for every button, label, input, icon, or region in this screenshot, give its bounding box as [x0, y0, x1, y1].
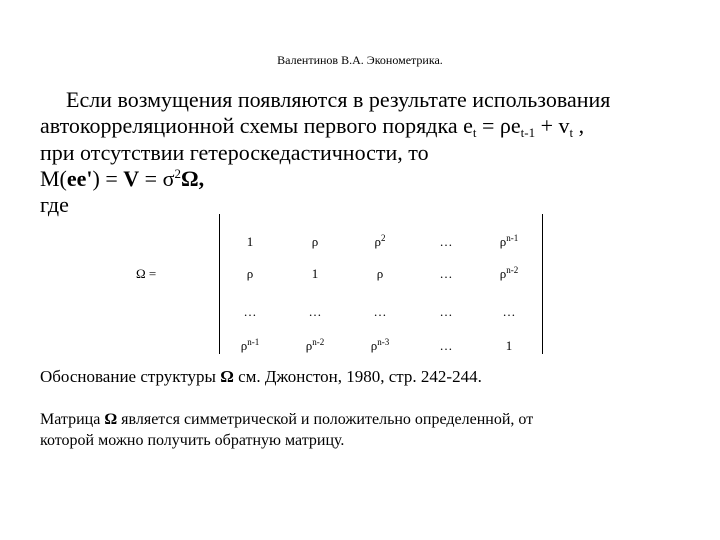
matrix-cell	[285, 304, 345, 320]
matrix-cell-base: 1	[505, 338, 513, 353]
matrix-cell-base: 1	[311, 266, 319, 281]
formula-comma: ,	[198, 166, 205, 191]
matrix-cell-exponent: n-1	[247, 337, 260, 347]
matrix-cell-base: ρ	[370, 338, 378, 353]
matrix-cell	[220, 338, 280, 354]
matrix-cell	[479, 304, 539, 320]
justification-post: см. Джонстон, 1980, стр. 242-244.	[233, 367, 482, 386]
matrix-cell-base: …	[439, 234, 453, 249]
conclusion-line-2: которой можно получить обратную матрицу.	[40, 432, 345, 449]
justification-pre: Обоснование структуры	[40, 367, 221, 386]
matrix-cell	[479, 234, 539, 250]
intro-line-2-end: ,	[573, 113, 585, 138]
matrix-cell	[285, 234, 345, 250]
matrix-cell	[416, 266, 476, 282]
matrix-cell-base: ρ	[246, 266, 254, 281]
matrix-cell	[416, 234, 476, 250]
intro-line-1: Если возмущения появляются в результате использования	[66, 87, 611, 112]
subscript-t-1: t-1	[520, 125, 536, 140]
conclusion-line-1	[40, 409, 533, 430]
matrix-cell-base: …	[439, 266, 453, 281]
omega-label: Ω =	[136, 266, 157, 281]
matrix-cell	[350, 234, 410, 250]
matrix-cell-base: ρ	[240, 338, 248, 353]
formula-omega: Ω	[180, 166, 199, 191]
matrix-cell-exponent: n-2	[506, 265, 519, 275]
matrix-cell-base: …	[308, 304, 322, 319]
matrix-cell	[285, 338, 345, 354]
matrix-cell-base: ρ	[376, 266, 384, 281]
matrix-cell-exponent: n-2	[312, 337, 325, 347]
matrix-cell-exponent: n-1	[506, 233, 519, 243]
matrix-cell-base: ρ	[499, 234, 507, 249]
subscript-t-v: t	[569, 125, 574, 140]
formula-line	[40, 167, 204, 191]
intro-line-2-plus: + v	[535, 113, 570, 138]
formula-v: V	[123, 166, 140, 191]
intro-line-2-mid: = ρe	[476, 113, 521, 138]
matrix-cell	[350, 338, 410, 354]
matrix-cell-base: …	[243, 304, 257, 319]
matrix-cell	[416, 304, 476, 320]
matrix-cell-exponent: 2	[381, 233, 386, 243]
formula-eq: = σ	[139, 166, 175, 191]
intro-line-5: где	[40, 192, 69, 217]
matrix-cell	[220, 234, 280, 250]
justification-omega: Ω	[220, 367, 234, 386]
matrix-cell-base: ρ	[305, 338, 313, 353]
matrix-cell-base: ρ	[499, 266, 507, 281]
formula-mid: ) =	[92, 166, 124, 191]
justification-text	[40, 366, 482, 387]
matrix-cell	[350, 266, 410, 282]
matrix-cell	[416, 338, 476, 354]
formula-ee: ee'	[66, 166, 93, 191]
matrix-cell-base: ρ	[311, 234, 319, 249]
matrix-cell-base: …	[439, 304, 453, 319]
formula-pre: M(	[40, 166, 67, 191]
matrix-cell	[285, 266, 345, 282]
intro-line-2-text: автокорреляционной схемы первого порядка e	[40, 113, 473, 138]
matrix-cell	[350, 304, 410, 320]
conclusion-omega: Ω	[104, 411, 118, 428]
matrix-cell-base: 1	[246, 234, 254, 249]
intro-line-3: при отсутствии гетероскедастичности, то	[40, 140, 429, 165]
matrix-cell-base: …	[502, 304, 516, 319]
page-header: Валентинов В.А. Эконометрика.	[277, 53, 443, 67]
conclusion-pre: Матрица	[40, 411, 105, 428]
subscript-t: t	[472, 125, 477, 140]
matrix-cell-base: …	[439, 338, 453, 353]
matrix-cell	[479, 266, 539, 282]
conclusion-post: является симметрической и положительно определенной, от	[117, 411, 534, 428]
formula-sup: 2	[174, 166, 181, 181]
matrix-cell-base: …	[373, 304, 387, 319]
matrix-cell-base: ρ	[374, 234, 381, 249]
matrix-cell	[479, 338, 539, 354]
matrix-cell	[220, 266, 280, 282]
matrix-cell-exponent: n-3	[377, 337, 390, 347]
omega-matrix	[219, 214, 543, 354]
intro-line-2	[40, 114, 584, 138]
matrix-cell	[220, 304, 280, 320]
